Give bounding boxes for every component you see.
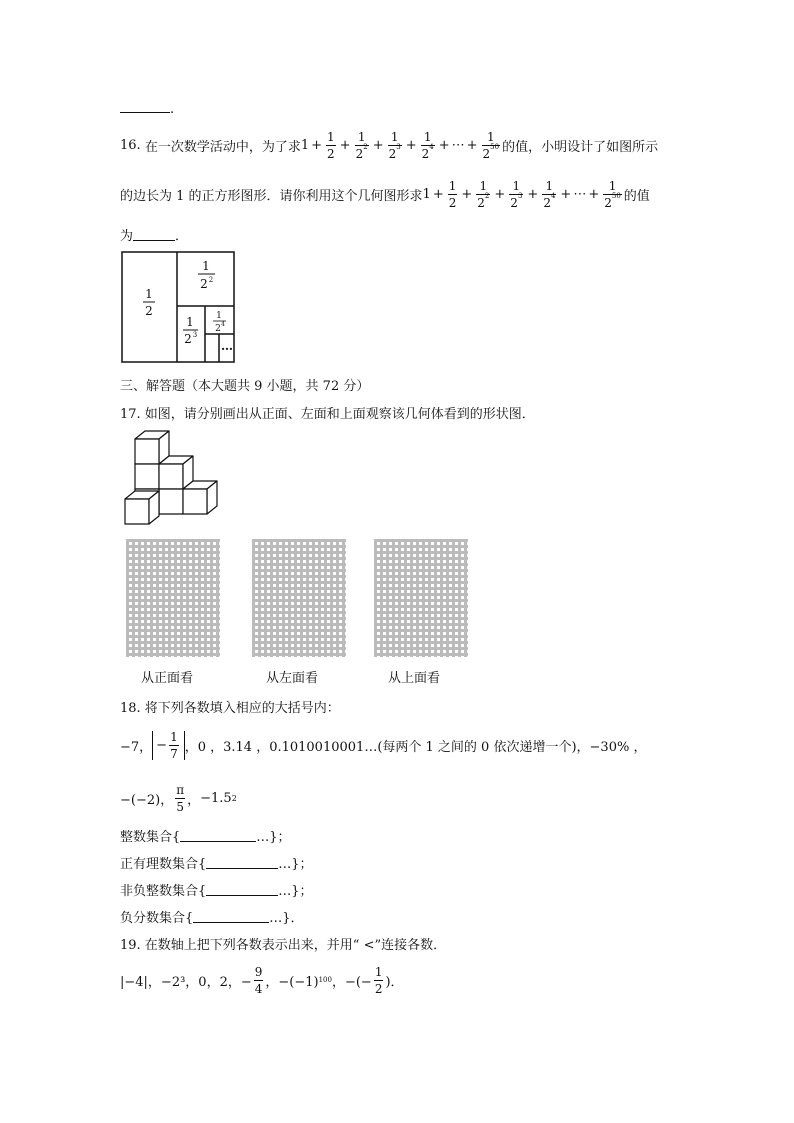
q18-set-positive-rationals: 正有理数集合{ …}； [120, 857, 313, 872]
q16-text-b: 的值，小明设计了如图所示 [502, 139, 659, 155]
diagram-quarter-exp: 2 [208, 276, 214, 284]
top-view-grid[interactable] [374, 539, 468, 657]
q16-text-c: 的边长为 1 的正方形图形．请你利用这个几何图形求 [120, 188, 423, 204]
q18-set-negative-fractions: 负分数集合{ …}． [120, 911, 304, 926]
q15-period: . [170, 102, 175, 117]
q19-text: 19. 在数轴上把下列各数表示出来，并用“ <”连接各数． [120, 938, 447, 953]
diagram-sixteenth-exp: 4 [221, 321, 225, 328]
diagram-eighth-num: 1 [186, 315, 194, 329]
q18-n4: −(−2)， [120, 792, 174, 808]
q17-text: 17. 如图，请分别画出从正面、左面和上面观察该几何体看到的形状图． [120, 407, 535, 422]
q16-line-1 [120, 128, 658, 162]
integers-blank[interactable] [180, 829, 256, 842]
top-view-caption: 从上面看 [388, 671, 441, 686]
q16-text-d: 的值 [623, 188, 650, 204]
q18-n6: −1.5 [200, 790, 232, 806]
q18-n3: ，0 ，3.14 ，0.1010010001…(每两个 1 之间的 0 依次递增一个)，−30% ， [184, 739, 647, 755]
q16-expr-1: 1 + $\frac{1}{2}$ + $\frac{1}{2^2}$ + $\frac{1}{2^3}$ + $\frac{1}{2^4}$ + ⋯ + $\frac{1}{2^{50}}$ [300, 129, 500, 161]
q17-cube-figure [123, 430, 223, 525]
positive-rationals-blank[interactable] [206, 856, 278, 869]
diagram-half-den: 2 [145, 304, 153, 318]
diagram-sixteenth-den: 2 [215, 324, 221, 334]
diagram-sixteenth-num: 1 [216, 311, 222, 321]
diagram-more: … [221, 339, 233, 353]
q18-numbers-line-1 [120, 727, 646, 763]
q16-period: ． [175, 228, 189, 244]
diagram-quarter-den: 2 [200, 277, 208, 291]
section-3-title: 三、解答题（本大题共 9 小题，共 72 分） [120, 379, 370, 394]
left-view-grid[interactable] [252, 539, 346, 657]
front-view-grid[interactable] [126, 539, 220, 657]
diagram-quarter-num: 1 [202, 259, 210, 273]
q18-set-integers: 整数集合{ …}； [120, 830, 291, 845]
q16-square-diagram [121, 251, 235, 363]
q16-answer-blank[interactable] [133, 228, 175, 241]
negative-fractions-blank[interactable] [193, 910, 269, 923]
q19-numbers: |−4|，−2³，0，2，− $\frac{9}{4}$ ，−(−1) 100 ，−(− $\frac{1}{2}$ )． [120, 964, 404, 996]
q18-n1: −7， [120, 739, 153, 755]
q16-line-3 [120, 224, 188, 244]
q18-abs-fraction: − $\frac{1}{7}$ [152, 731, 185, 760]
nonnegative-integers-blank[interactable] [206, 883, 278, 896]
q16-line-2 [120, 177, 650, 211]
front-view-caption: 从正面看 [141, 671, 194, 686]
diagram-eighth-den: 2 [184, 332, 192, 346]
diagram-half-num: 1 [145, 287, 153, 301]
q18-numbers-line-2: −(−2)， $\frac{\pi}{5}$ ， −1.5 2 [120, 782, 237, 814]
left-view-caption: 从左面看 [266, 671, 319, 686]
q16-number: 16. [120, 137, 141, 153]
q15-answer-blank[interactable] [120, 100, 174, 117]
q16-text-a: 在一次数学活动中，为了求 [144, 139, 301, 155]
q18-text: 18. 将下列各数填入相应的大括号内： [120, 701, 340, 716]
q18-set-nonnegative-integers: 非负整数集合{ …}； [120, 884, 313, 899]
q16-expr-2: 1 + $\frac{1}{2}$ + $\frac{1}{2^2}$ + $\frac{1}{2^3}$ + $\frac{1}{2^4}$ + ⋯ + $\frac{1}{2^{50}}$ [422, 178, 621, 210]
q18-pi-over-5: $\frac{\pi}{5}$ [176, 782, 185, 814]
diagram-eighth-exp: 3 [192, 331, 198, 339]
q16-text-e: 为 [120, 228, 134, 244]
